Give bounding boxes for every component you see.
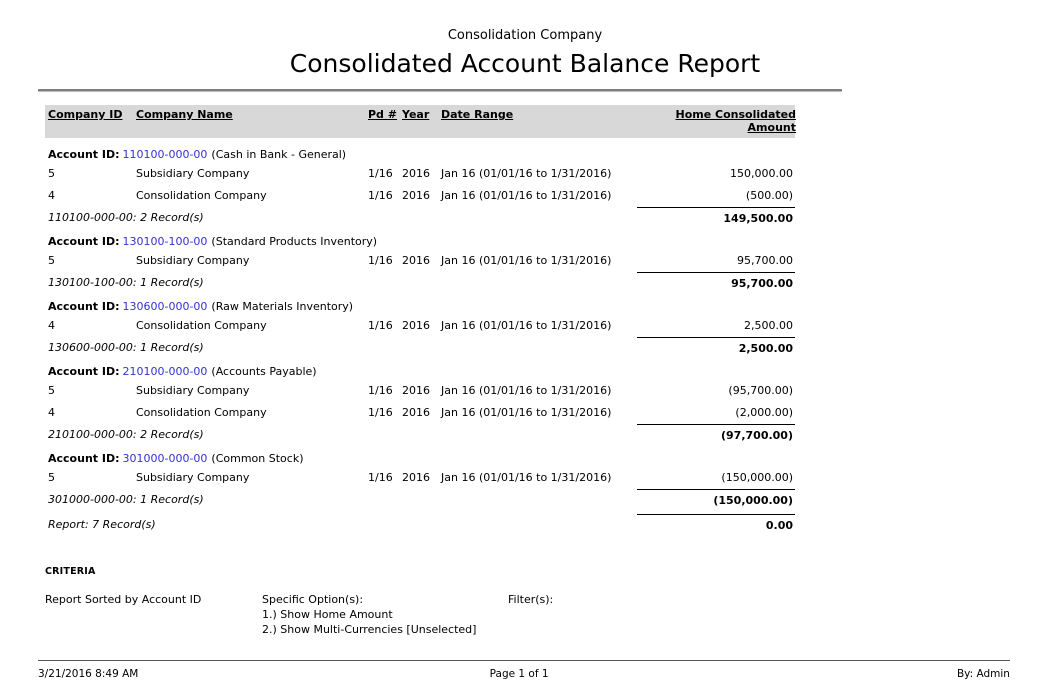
criteria-heading: CRITERIA (45, 566, 96, 577)
account-id-label: Account ID: (48, 452, 120, 465)
cell-company-id: 5 (48, 167, 55, 180)
group-record-count: 301000-000-00: 1 Record(s) (48, 493, 204, 506)
account-name: (Raw Materials Inventory) (211, 300, 354, 313)
cell-company-name: Subsidiary Company (136, 384, 250, 397)
cell-amount: 95,700.00 (737, 254, 793, 267)
column-header-company-id[interactable]: Company ID (48, 108, 123, 121)
group-total-row (45, 337, 795, 355)
group-total-row (45, 489, 795, 507)
group-total-row (45, 424, 795, 442)
report-title: Consolidated Account Balance Report (289, 49, 761, 78)
cell-company-name: Consolidation Company (136, 319, 267, 332)
account-id-label: Account ID: (48, 148, 120, 161)
cell-amount: (500.00) (745, 189, 793, 202)
column-header-pd[interactable]: Pd # (368, 108, 397, 121)
cell-date-range: Jan 16 (01/01/16 to 1/31/2016) (441, 406, 612, 419)
cell-company-id: 4 (48, 189, 55, 202)
group-record-count: 110100-000-00: 2 Record(s) (48, 211, 204, 224)
group-total-amount: (150,000.00) (637, 489, 795, 507)
account-id-link[interactable]: 301000-000-00 (122, 452, 208, 465)
cell-company-name: Subsidiary Company (136, 471, 250, 484)
cell-year: 2016 (402, 254, 430, 267)
cell-date-range: Jan 16 (01/01/16 to 1/31/2016) (441, 384, 612, 397)
account-header (45, 300, 795, 313)
account-header (45, 148, 795, 161)
cell-pd: 1/16 (368, 319, 393, 332)
cell-pd: 1/16 (368, 384, 393, 397)
criteria-sorted-by: Report Sorted by Account ID (45, 593, 202, 606)
report-total-amount: 0.00 (637, 514, 795, 532)
table-row (45, 466, 795, 488)
group-total-row (45, 207, 795, 225)
column-header-company-name[interactable]: Company Name (136, 108, 233, 121)
criteria-section (45, 566, 1050, 638)
account-id-label: Account ID: (48, 365, 120, 378)
report-total-row (45, 514, 795, 532)
table-row (45, 401, 795, 423)
footer-page-number: Page 1 of 1 (489, 668, 549, 680)
cell-company-name: Consolidation Company (136, 406, 267, 419)
account-id-link[interactable]: 110100-000-00 (122, 148, 208, 161)
cell-pd: 1/16 (368, 254, 393, 267)
table-row (45, 249, 795, 271)
cell-year: 2016 (402, 319, 430, 332)
cell-company-name: Subsidiary Company (136, 167, 250, 180)
cell-company-id: 4 (48, 406, 55, 419)
cell-company-name: Consolidation Company (136, 189, 267, 202)
table-row (45, 162, 795, 184)
footer-generated-by: By: Admin (956, 668, 1010, 680)
account-id-label: Account ID: (48, 235, 120, 248)
account-header (45, 365, 795, 378)
report-record-count: Report: 7 Record(s) (48, 518, 156, 531)
cell-company-name: Subsidiary Company (136, 254, 250, 267)
header-divider (38, 89, 842, 92)
cell-company-id: 5 (48, 471, 55, 484)
cell-year: 2016 (402, 471, 430, 484)
cell-year: 2016 (402, 384, 430, 397)
criteria-filters-label: Filter(s): (508, 593, 554, 606)
account-id-link[interactable]: 130600-000-00 (122, 300, 208, 313)
cell-year: 2016 (402, 406, 430, 419)
criteria-columns (45, 593, 1050, 638)
account-header (45, 452, 795, 465)
account-id-link[interactable]: 210100-000-00 (122, 365, 208, 378)
column-header-date-range[interactable]: Date Range (441, 108, 514, 121)
group-total-amount: (97,700.00) (637, 424, 795, 442)
company-name: Consolidation Company (447, 28, 603, 43)
cell-date-range: Jan 16 (01/01/16 to 1/31/2016) (441, 319, 612, 332)
cell-date-range: Jan 16 (01/01/16 to 1/31/2016) (441, 189, 612, 202)
account-name: (Cash in Bank - General) (211, 148, 347, 161)
account-id-label: Account ID: (48, 300, 120, 313)
cell-amount: 150,000.00 (730, 167, 793, 180)
criteria-option: 2.) Show Multi-Currencies [Unselected] (262, 623, 477, 636)
cell-pd: 1/16 (368, 471, 393, 484)
cell-date-range: Jan 16 (01/01/16 to 1/31/2016) (441, 254, 612, 267)
cell-amount: 2,500.00 (744, 319, 793, 332)
cell-company-id: 5 (48, 254, 55, 267)
column-header-year[interactable]: Year (402, 108, 430, 121)
group-total-row (45, 272, 795, 290)
group-record-count: 210100-000-00: 2 Record(s) (48, 428, 204, 441)
criteria-options (262, 593, 508, 638)
footer-datetime: 3/21/2016 8:49 AM (38, 668, 139, 680)
group-total-amount: 2,500.00 (637, 337, 795, 355)
cell-date-range: Jan 16 (01/01/16 to 1/31/2016) (441, 471, 612, 484)
table-row (45, 184, 795, 206)
group-total-amount: 149,500.00 (637, 207, 795, 225)
group-total-amount: 95,700.00 (637, 272, 795, 290)
cell-pd: 1/16 (368, 406, 393, 419)
account-id-link[interactable]: 130100-100-00 (122, 235, 208, 248)
table-row (45, 314, 795, 336)
cell-year: 2016 (402, 189, 430, 202)
account-header (45, 235, 795, 248)
criteria-options-label: Specific Option(s): (262, 593, 364, 606)
cell-amount: (95,700.00) (728, 384, 793, 397)
cell-year: 2016 (402, 167, 430, 180)
criteria-option: 1.) Show Home Amount (262, 608, 393, 621)
cell-amount: (150,000.00) (721, 471, 793, 484)
cell-company-id: 5 (48, 384, 55, 397)
cell-company-id: 4 (48, 319, 55, 332)
account-name: (Standard Products Inventory) (211, 235, 378, 248)
report-table (45, 105, 795, 532)
group-record-count: 130100-100-00: 1 Record(s) (48, 276, 204, 289)
account-name: (Common Stock) (211, 452, 304, 465)
table-row (45, 379, 795, 401)
cell-date-range: Jan 16 (01/01/16 to 1/31/2016) (441, 167, 612, 180)
report-footer (38, 660, 1010, 680)
column-header-amount[interactable]: Home Consolidated Amount (675, 108, 796, 134)
cell-pd: 1/16 (368, 167, 393, 180)
cell-pd: 1/16 (368, 189, 393, 202)
group-record-count: 130600-000-00: 1 Record(s) (48, 341, 204, 354)
cell-amount: (2,000.00) (735, 406, 793, 419)
column-header-row (45, 105, 795, 138)
account-name: (Accounts Payable) (211, 365, 317, 378)
